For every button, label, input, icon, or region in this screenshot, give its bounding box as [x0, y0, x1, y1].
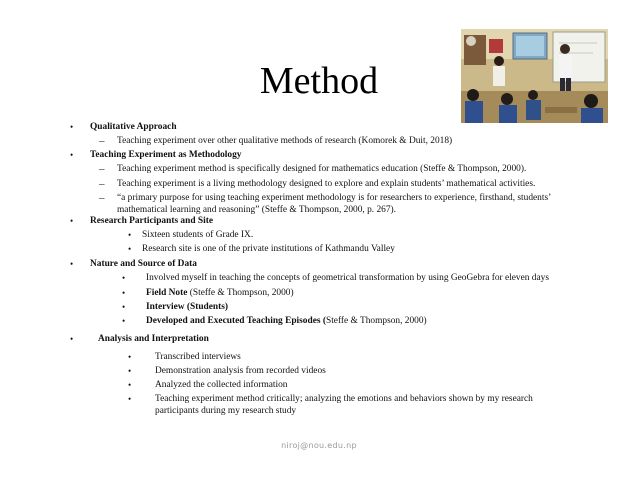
- bullet-icon: •: [70, 216, 74, 226]
- bullet-icon: •: [70, 150, 74, 160]
- list-item: [146, 287, 294, 299]
- field-note-citation: (Steffe & Thompson, 2000): [187, 288, 294, 298]
- list-item: Teaching experiment is a living methodology designed to explore and explain students’ mathematical activities.: [117, 179, 536, 189]
- bullet-icon: •: [128, 352, 132, 362]
- bullet-icon: •: [122, 273, 126, 283]
- dash-icon: –: [99, 178, 105, 190]
- footer-email: niroj@nou.edu.np: [281, 441, 357, 450]
- section-heading-data: Nature and Source of Data: [90, 259, 197, 269]
- list-item: [146, 315, 427, 327]
- list-item: Teaching experiment method critically; analyzing the emotions and behaviors shown by my research participants during my research study: [155, 394, 533, 416]
- section-heading-qualitative: Qualitative Approach: [90, 122, 177, 132]
- list-item: “a primary purpose for using teaching experiment methodology is for researchers to experience, firsthand, students’ mathematical learning and reasoning” (Steffe & Thompson, 2000, p. 267).: [117, 193, 551, 215]
- bullet-icon: •: [70, 259, 74, 269]
- list-item: Research site is one of the private institutions of Kathmandu Valley: [142, 244, 395, 254]
- bullet-icon: •: [128, 394, 132, 404]
- section-heading-teaching-experiment: Teaching Experiment as Methodology: [90, 150, 242, 160]
- dash-icon: –: [99, 135, 105, 147]
- list-item: Teaching experiment method is specifically designed for mathematics education (Steffe & Thompson, 2000).: [117, 164, 527, 174]
- bullet-icon: •: [128, 230, 132, 240]
- section-heading-participants: Research Participants and Site: [90, 216, 213, 226]
- dash-icon: –: [99, 192, 105, 204]
- bullet-icon: •: [122, 316, 126, 326]
- dash-icon: –: [99, 163, 105, 175]
- list-item: Transcribed interviews: [155, 352, 241, 362]
- list-item: Analyzed the collected information: [155, 380, 288, 390]
- list-item: Interview (Students): [146, 302, 229, 312]
- list-item: Teaching experiment over other qualitative methods of research (Komorek & Duit, 2018): [117, 136, 453, 146]
- bullet-icon: •: [70, 334, 74, 344]
- bullet-icon: •: [122, 302, 126, 312]
- section-heading-analysis: Analysis and Interpretation: [98, 334, 209, 344]
- teaching-episodes-label: Developed and Executed Teaching Episodes (: [146, 316, 326, 326]
- bullet-icon: •: [70, 122, 74, 132]
- list-item: Sixteen students of Grade IX.: [142, 230, 254, 240]
- classroom-photo: [461, 29, 608, 123]
- field-note-label: Field Note: [146, 288, 188, 298]
- list-item: Demonstration analysis from recorded videos: [155, 366, 326, 376]
- bullet-icon: •: [128, 244, 132, 254]
- bullet-icon: •: [128, 380, 132, 390]
- list-item: Involved myself in teaching the concepts of geometrical transformation by using GeoGebra for eleven days: [146, 273, 549, 283]
- teaching-episodes-citation: Steffe & Thompson, 2000): [325, 316, 427, 326]
- slide-title: Method: [259, 60, 379, 102]
- bullet-icon: •: [122, 288, 126, 298]
- bullet-icon: •: [128, 366, 132, 376]
